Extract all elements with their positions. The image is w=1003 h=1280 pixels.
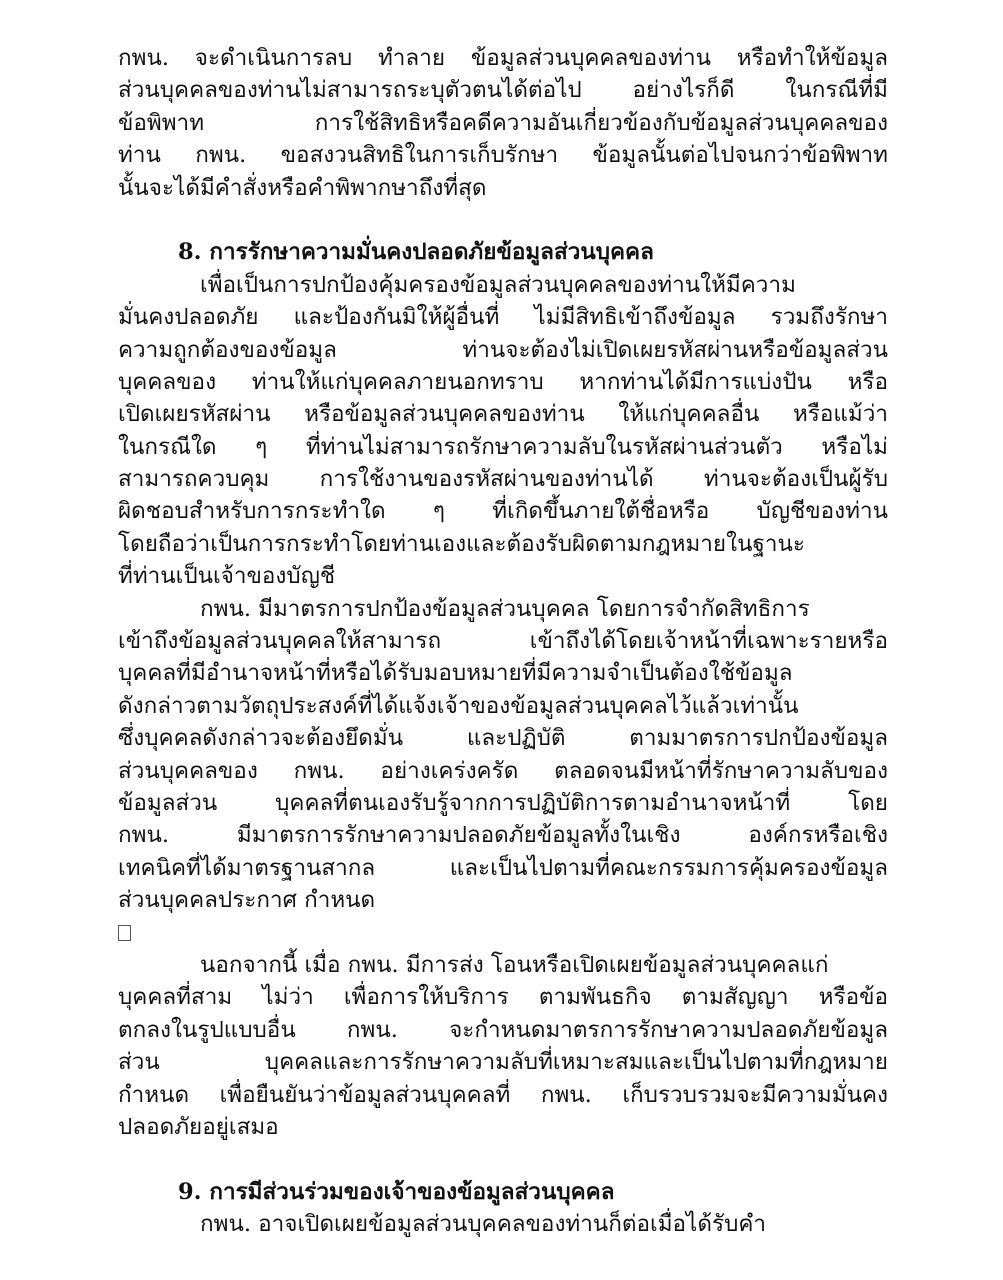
text-line: นอกจากนี้ เมื่อ กพน. มีการส่ง โอนหรือเปิดเผยข้อมูลส่วนบุคคลแก่ <box>200 951 829 978</box>
section-heading: 9. การมีส่วนร่วมของเจ้าของข้อมูลส่วนบุคคล <box>178 1178 615 1205</box>
section-heading: 8. การรักษาความมั่นคงปลอดภัยข้อมูลส่วนบุคคล <box>178 239 654 266</box>
text-line: ส่วนบุคคลของ กพน. อย่างเคร่งครัด ตลอดจนมีหน้าที่รักษาความลับของ <box>118 757 888 784</box>
text-line: ข้อพิพาท การใช้สิทธิหรือคดีความอันเกี่ยวข้องกับข้อมูลส่วนบุคคลของ <box>118 109 888 136</box>
text-line: ตกลงในรูปแบบอื่น กพน. จะกำหนดมาตรการรักษาความปลอดภัยข้อมูล <box>118 1016 888 1043</box>
placeholder-box-row <box>118 917 888 949</box>
blank-line <box>118 204 888 236</box>
document-page <box>118 42 888 1240</box>
text-line: ความถูกต้องของข้อมูล ท่านจะต้องไม่เปิดเผยรหัสผ่านหรือข้อมูลส่วน <box>118 336 888 363</box>
text-line: เปิดเผยรหัสผ่าน หรือข้อมูลส่วนบุคคลของท่าน ให้แก่บุคคลอื่น หรือแม้ว่า <box>118 401 888 428</box>
text-line: ส่วนบุคคลของท่านไม่สามารถระบุตัวตนได้ต่อไป อย่างไรก็ดี ในกรณีที่มี <box>118 77 888 104</box>
text-line: ในกรณีใด ๆ ที่ท่านไม่สามารถรักษาความลับในรหัสผ่านส่วนตัว หรือไม่ <box>118 433 888 460</box>
text-line: นั้นจะได้มีคำสั่งหรือคำพิพากษาถึงที่สุด <box>118 174 487 201</box>
text-line: กพน. จะดำเนินการลบ ทำลาย ข้อมูลส่วนบุคคลของท่าน หรือทำให้ข้อมูล <box>118 45 888 71</box>
text-line: ผิดชอบสำหรับการกระทำใด ๆ ที่เกิดขึ้นภายใต้ชื่อหรือ บัญชีของท่าน <box>118 498 888 525</box>
text-line: ดังกล่าวตามวัตถุประสงค์ที่ได้แจ้งเจ้าของข้อมูลส่วนบุคคลไว้แล้วเท่านั้น <box>118 692 799 719</box>
blank-line <box>118 1143 888 1175</box>
text-line: ส่วน บุคคลและการรักษาความลับที่เหมาะสมและเป็นไปตามที่กฎหมาย <box>118 1049 888 1076</box>
text-line: บุคคลที่สาม ไม่ว่า เพื่อการให้บริการ ตามพันธกิจ ตามสัญญา หรือข้อ <box>118 984 888 1011</box>
text-line: ปลอดภัยอยู่เสมอ <box>118 1113 279 1140</box>
text-line: กพน. มีมาตรการปกป้องข้อมูลส่วนบุคคล โดยการจำกัดสิทธิการ <box>200 595 810 622</box>
text-line: กพน. มีมาตรการรักษาความปลอดภัยข้อมูลทั้งในเชิง องค์กรหรือเชิง <box>118 822 888 849</box>
text-line: เทคนิคที่ได้มาตรฐานสากล และเป็นไปตามที่คณะกรรมการคุ้มครองข้อมูล <box>118 854 888 881</box>
text-line: เพื่อเป็นการปกป้องคุ้มครองข้อมูลส่วนบุคคลของท่านให้มีความ <box>200 271 796 298</box>
text-line: โดยถือว่าเป็นการกระทำโดยท่านเองและต้องรับผิดตามกฎหมายในฐานะ <box>118 530 805 557</box>
text-line: ข้อมูลส่วน บุคคลที่ตนเองรับรู้จากการปฏิบัติการตามอำนาจหน้าที่ โดย <box>118 789 888 816</box>
text-line: กพน. อาจเปิดเผยข้อมูลส่วนบุคคลของท่านก็ต่อเมื่อได้รับคำ <box>200 1211 767 1238</box>
text-line: เข้าถึงข้อมูลส่วนบุคคลให้สามารถ เข้าถึงได้โดยเจ้าหน้าที่เฉพาะรายหรือ <box>118 628 888 655</box>
text-line: ส่วนบุคคลประกาศ กำหนด <box>118 887 376 914</box>
text-line: กำหนด เพื่อยืนยันว่าข้อมูลส่วนบุคคลที่ กพน. เก็บรวบรวมจะมีความมั่นคง <box>118 1081 888 1108</box>
text-line: สามารถควบคุม การใช้งานของรหัสผ่านของท่านได้ ท่านจะต้องเป็นผู้รับ <box>118 466 888 493</box>
text-line: ท่าน กพน. ขอสงวนสิทธิในการเก็บรักษา ข้อมูลนั้นต่อไปจนกว่าข้อพิพาท <box>118 142 888 169</box>
missing-glyph-box-icon <box>118 925 131 941</box>
text-line: ที่ท่านเป็นเจ้าของบัญชี <box>118 563 336 590</box>
text-line: บุคคลที่มีอำนาจหน้าที่หรือได้รับมอบหมายที่มีความจำเป็นต้องใช้ข้อมูล <box>118 660 793 687</box>
text-line: ซึ่งบุคคลดังกล่าวจะต้องยึดมั่น และปฏิบัติ ตามมาตรการปกป้องข้อมูล <box>118 725 888 752</box>
text-line: บุคคลของ ท่านให้แก่บุคคลภายนอกทราบ หากท่านได้มีการแบ่งปัน หรือ <box>118 368 888 395</box>
text-line: มั่นคงปลอดภัย และป้องกันมิให้ผู้อื่นที่ ไม่มีสิทธิเข้าถึงข้อมูล รวมถึงรักษา <box>118 304 888 331</box>
